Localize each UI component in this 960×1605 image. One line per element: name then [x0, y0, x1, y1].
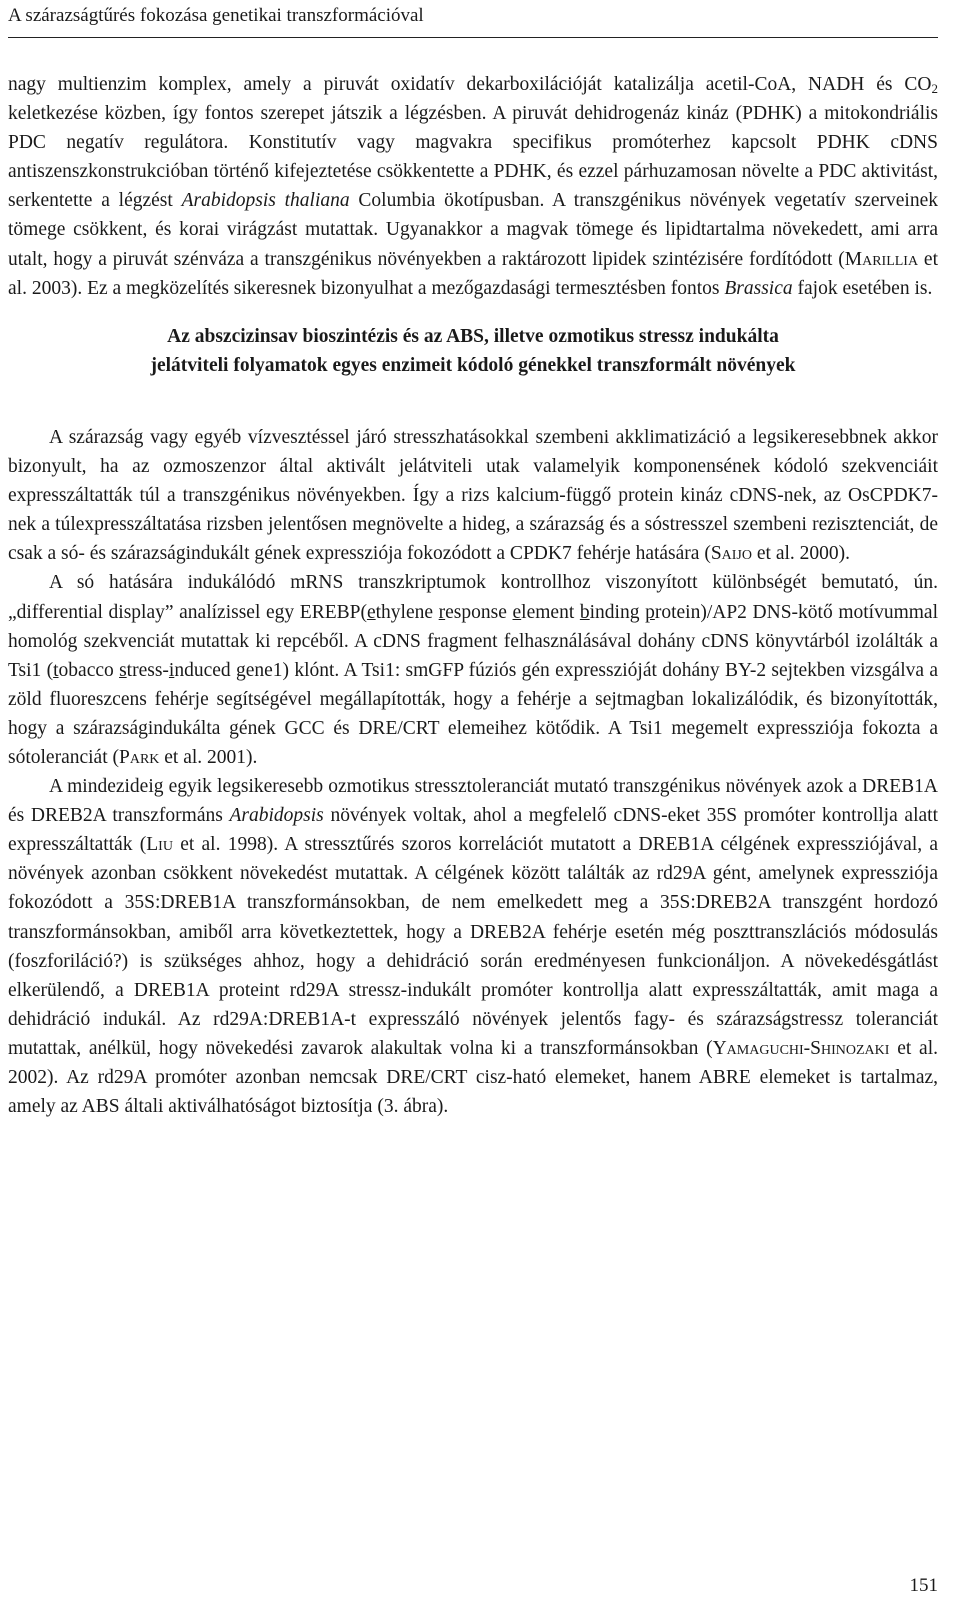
text-run: et al. 1998). A stressztűrés szoros korrelációt mutatott a DREB1A célgének expressziójával, a növények azonban csökkent növekedést mutattak. A célgének között találták az rd29A gént, amelynek expressziója fokozódott a 35S:DREB1A transzformánsokban, de nem emelkedett meg a 35S:DREB2A transzgént hordozó transzformánsokban, amiből arra következtettek, hogy a DREB2A fehérje esetén még poszttranszlációs módosulás (foszforiláció?) is szükséges ahhoz, hogy a dehidráció során eredményesen funkcionáljon. A növekedésgátlást elkerülendő, a DREB1A proteint rd29A stressz-indukált promóter kontrollja alatt expresszáltatták, amit maga a dehidráció indukál. Az rd29A:DREB1A-t expresszáló növények jelentős fagy- és szárazságstressz toleranciát mutattak, anélkül, hogy növekedési zavarok alakultak volna ki a transzformánsokban (: [8, 834, 939, 1059]
underlined-letter: r: [438, 601, 446, 623]
subscript: 2: [931, 81, 938, 96]
text-run: Columbia ökotípusban. A transzgénikus növények vegetatív szerveinek tömege csökkent, és korai virágzást mutattak. Ugyanakkor a magvak tömege és lipidtartalma növekedett, ami arra utalt, hogy a piruvát szénváza a transzgénikus növényekben a raktározott lipidek szintézisére fordítódott (: [8, 190, 938, 270]
text-run: esponse: [445, 601, 513, 623]
citation-author: Park: [119, 746, 160, 768]
species-name: Arabidopsis thaliana: [181, 190, 350, 212]
text-run: lement: [521, 601, 580, 623]
paragraph-pdhk: [8, 70, 938, 303]
text-run: et al. 2000).: [752, 543, 851, 565]
header-divider: [8, 37, 938, 38]
text-run: inding: [589, 601, 646, 623]
paragraph-dreb: [8, 772, 938, 1121]
underlined-letter: i: [168, 659, 175, 681]
text-run: et al. 2002). Az rd29A promóter azonban nemcsak DRE/CRT cisz-ható elemeket, hanem ABRE elemeket is tartalmaz, amely az ABS általi aktiválhatóságot biztosítja (3. ábra).: [8, 1037, 938, 1118]
running-head: A szárazságtűrés fokozása genetikai transzformációval: [8, 5, 424, 26]
page-number: 151: [909, 1575, 938, 1596]
paragraph-acclimatization: [8, 423, 938, 568]
citation-author: Marillia: [844, 248, 919, 270]
text-run: A szárazság vagy egyéb vízvesztéssel járó stresszhatásokkal szembeni akklimatizáció a legsikeresebbnek akkor bizonyult, ha az ozmoszenzor által aktivált jelátviteli utak valamelyik komponensének kódoló szekvenciáit expresszáltatták túl a transzgénikus növényekben. Így a rizs kalcium-függő protein kináz cDNS-nek, az OsCPDK7-nek a túlexpresszáltatása rizsben jelentősen megnövelte a hideg, a szárazság és a sóstresszel szembeni rezisztenciát, de csak a só- és szárazságindukált gének expressziója fokozódott a CPDK7 fehérje hatására (: [8, 426, 938, 565]
section-heading-line: Az abszcizinsav bioszintézis és az ABS, illetve ozmotikus stressz indukálta: [167, 325, 779, 347]
underlined-letter: s: [119, 659, 127, 681]
text-run: et al. 2003). Ez a megközelítés sikeresnek bizonyulhat a mezőgazdasági termesztésben fontos: [8, 248, 938, 299]
section-heading-line: jelátviteli folyamatok egyes enzimeit kódoló génekkel transzformált növények: [150, 354, 796, 376]
citation-author: Liu: [146, 834, 173, 856]
text-run: nduced gene1) klónt. A Tsi1: smGFP fúziós gén expresszióját dohány BY-2 sejtekben vizsgálva a zöld fluoreszcens fehérje segítségével megállapították, hogy a fehérje a sejtmagban lokalizálódik, és bizonyították, hogy a szárazságindukálta gének GCC és DRE/CRT elemeihez kötődik. A Tsi1 megemelt expressziója fokozta a sótoleranciát (: [8, 659, 938, 768]
body-text: [8, 70, 938, 1121]
text-run: tress-: [126, 659, 169, 681]
underlined-letter: b: [579, 601, 590, 623]
paragraph-tsi1: [8, 568, 938, 772]
text-run: A só hatására indukálódó mRNS transzkriptumok kontrollhoz viszonyított különbségét bemutató, ún. „differential display” analízissel egy EREBP(: [8, 572, 938, 623]
text-run: fajok esetében is.: [792, 277, 933, 299]
citation-author: Saijo: [710, 543, 752, 565]
underlined-letter: t: [53, 659, 59, 681]
text-run: obacco: [58, 659, 120, 681]
text-run: thylene: [375, 601, 439, 623]
underlined-letter: e: [512, 601, 522, 623]
underlined-letter: e: [366, 601, 376, 623]
text-run: keletkezése közben, így fontos szerepet játszik a légzésben. A piruvát dehidrogenáz kináz (PDHK) a mitokondriális PDC negatív regulátora. Konstitutív vagy magvakra specifikus promóterhez kapcsolt PDHK cDNS antiszenszkonstrukcióban történő kifejeztetése csökkentette a PDHK, és ezzel párhuzamosan növelte a PDC aktivitást, serkentette a légzést: [8, 103, 938, 212]
text-run: nagy multienzim komplex, amely a piruvát oxidatív dekarboxilációját katalizálja acetil-CoA, NADH és CO: [8, 74, 932, 95]
underlined-letter: p: [645, 601, 655, 623]
genus-name: Arabidopsis: [229, 805, 324, 827]
text-run: A mindezideig egyik legsikeresebb ozmotikus stressztoleranciát mutató transzgénikus növények azok a DREB1A és DREB2A transzformáns: [8, 776, 938, 827]
citation-author: Yamaguchi-Shinozaki: [712, 1037, 890, 1059]
text-run: rotein)/AP2 DNS-kötő motívummal homológ szekvenciát mutattak ki repcéből. A cDNS fragment felhasználásával dohány cDNS könyvtárból izolálták a Tsi1 (: [8, 601, 938, 681]
section-heading: [8, 322, 938, 380]
text-run: növények voltak, ahol a megfelelő cDNS-eket 35S promóter kontrollja alatt expresszáltatták (: [8, 805, 938, 856]
text-run: et al. 2001).: [159, 746, 258, 768]
genus-name: Brassica: [724, 277, 793, 299]
